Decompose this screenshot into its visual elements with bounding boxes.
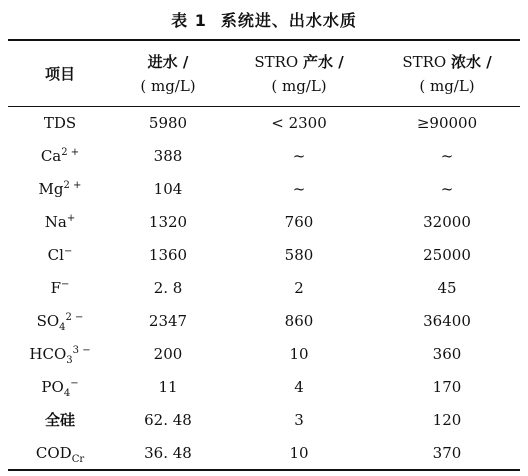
item-superscript: − — [63, 245, 73, 257]
table-row — [8, 304, 520, 337]
item-superscript: 3 − — [72, 344, 91, 356]
header-product-label: 产水 / — [302, 53, 344, 71]
item-superscript: + — [66, 212, 76, 224]
table-body — [8, 106, 520, 469]
table-row — [8, 436, 520, 469]
item-superscript: 2 + — [61, 146, 80, 158]
cell-concentrate: 45 — [437, 278, 457, 297]
water-quality-table — [8, 42, 520, 469]
table-row — [8, 205, 520, 238]
header-concentrate-unit: ( mg/L) — [419, 77, 475, 95]
cell-concentrate: 120 — [432, 410, 462, 429]
header-item-label: 项目 — [44, 65, 75, 83]
cell-concentrate: ~ — [440, 179, 454, 198]
header-inlet-label: 进水 / — [147, 53, 189, 71]
cell-inlet: 2. 8 — [153, 278, 183, 297]
cell-item-name — [8, 403, 112, 436]
item-name: 全硅 — [44, 411, 75, 429]
item-superscript: − — [70, 377, 79, 389]
cell-item-name — [8, 205, 112, 238]
table-row — [8, 238, 520, 271]
table-row — [8, 370, 520, 403]
header-product — [224, 42, 374, 106]
cell-inlet: 388 — [153, 146, 183, 165]
cell-item-name — [8, 271, 112, 304]
cell-concentrate: 370 — [432, 443, 462, 462]
table-row — [8, 337, 520, 370]
item-subscript: 4 — [63, 387, 71, 399]
cell-inlet: 1320 — [148, 212, 188, 231]
cell-inlet: 36. 48 — [144, 443, 192, 462]
cell-product: 4 — [294, 377, 304, 396]
cell-inlet: 5980 — [148, 113, 188, 132]
header-product-prefix: STRO — [254, 53, 299, 71]
item-name: TDS — [43, 113, 77, 132]
header-concentrate-label: 浓水 / — [450, 53, 492, 71]
item-name: Cl — [47, 245, 64, 264]
table-row — [8, 139, 520, 172]
item-subscript: 3 — [66, 354, 73, 366]
cell-concentrate: 170 — [432, 377, 462, 396]
cell-inlet: 104 — [153, 179, 183, 198]
cell-product: 10 — [289, 344, 309, 363]
cell-product: 760 — [284, 212, 314, 231]
cell-item-name — [8, 106, 112, 139]
cell-inlet: 2347 — [148, 311, 188, 330]
header-item — [8, 42, 112, 106]
item-name: HCO — [29, 344, 67, 363]
item-subscript: Cr — [71, 453, 85, 465]
cell-item-name — [8, 238, 112, 271]
item-superscript: 2 − — [65, 311, 84, 323]
cell-product: 2 — [294, 278, 304, 297]
cell-concentrate: ≥90000 — [416, 113, 478, 132]
cell-product: 10 — [289, 443, 309, 462]
cell-inlet: 1360 — [148, 245, 188, 264]
cell-concentrate: ~ — [440, 146, 454, 165]
item-name: Ca — [40, 146, 62, 165]
header-concentrate — [374, 42, 520, 106]
cell-concentrate: 36400 — [423, 311, 471, 330]
header-concentrate-prefix: STRO — [402, 53, 447, 71]
item-name: COD — [35, 443, 72, 462]
cell-product: < 2300 — [271, 113, 327, 132]
table-row — [8, 271, 520, 304]
header-inlet-unit: ( mg/L) — [140, 77, 196, 95]
cell-inlet: 200 — [153, 344, 183, 363]
cell-product: ~ — [292, 179, 306, 198]
table-row — [8, 403, 520, 436]
cell-item-name — [8, 172, 112, 205]
item-name: Na — [44, 212, 67, 231]
table-row — [8, 106, 520, 139]
cell-concentrate: 25000 — [423, 245, 471, 264]
top-rule — [8, 39, 520, 41]
table-caption — [0, 8, 528, 31]
cell-concentrate: 360 — [432, 344, 462, 363]
item-name: SO — [36, 311, 60, 330]
item-name: F — [50, 278, 62, 297]
table-header — [8, 42, 520, 106]
item-superscript: − — [61, 278, 70, 290]
header-inlet — [112, 42, 224, 106]
table-row — [8, 172, 520, 205]
table-number: 表 1 — [171, 11, 207, 30]
bottom-rule — [8, 469, 520, 471]
cell-item-name — [8, 370, 112, 403]
cell-inlet: 11 — [158, 377, 178, 396]
table-title: 系统进、出水水质 — [220, 11, 357, 30]
cell-item-name — [8, 304, 112, 337]
item-subscript: 4 — [59, 321, 66, 333]
cell-concentrate: 32000 — [423, 212, 471, 231]
item-superscript: 2 + — [63, 179, 82, 191]
cell-product: ~ — [292, 146, 306, 165]
cell-item-name — [8, 337, 112, 370]
cell-inlet: 62. 48 — [144, 410, 192, 429]
item-name: Mg — [38, 179, 64, 198]
cell-item-name — [8, 139, 112, 172]
header-product-unit: ( mg/L) — [271, 77, 327, 95]
cell-product: 3 — [294, 410, 304, 429]
cell-item-name — [8, 436, 112, 469]
cell-product: 860 — [284, 311, 314, 330]
item-name: PO — [41, 377, 64, 396]
cell-product: 580 — [284, 245, 314, 264]
